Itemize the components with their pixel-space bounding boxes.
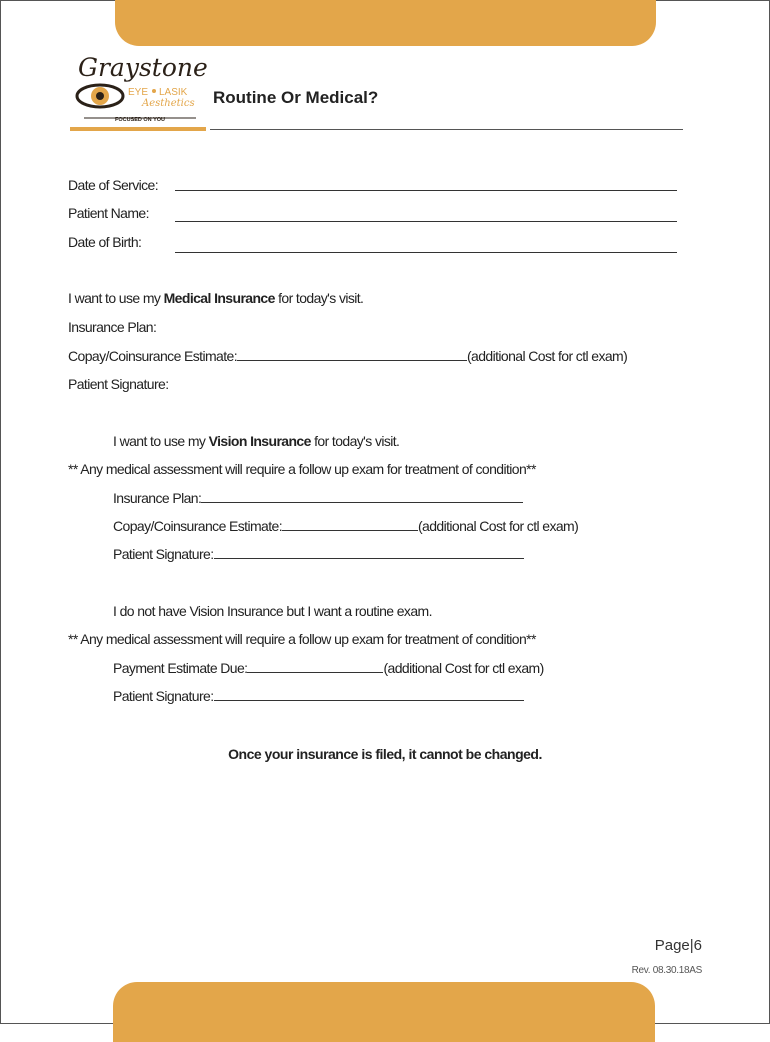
date-of-service-label: Date of Service: [68,177,158,193]
medical-plan-label: Insurance Plan: [68,319,157,335]
logo-name: Graystone [78,53,208,82]
routine-signature-row: Patient Signature: [113,688,524,704]
footer-tab [113,982,655,1042]
graystone-logo [70,52,210,134]
medical-copay-row: Copay/Coinsurance Estimate: (additional Cost for ctl exam) [68,348,628,364]
vision-copay-field[interactable] [282,519,418,531]
vision-plan-row: Insurance Plan: [113,490,523,506]
insurance-filed-notice: Once your insurance is filed, it cannot be changed. [228,746,542,762]
patient-name-label: Patient Name: [68,205,149,221]
logo-lasik-text: LASIK [159,87,188,98]
logo-eye-text: EYE [128,87,149,98]
date-of-birth-label: Date of Birth: [68,234,142,250]
title-divider [210,129,683,130]
vision-signature-field[interactable] [214,547,524,559]
medical-intro: I want to use my Medical Insurance for today's visit. [68,290,364,306]
vision-followup-note: ** Any medical assessment will require a follow up exam for treatment of condition** [68,461,536,477]
vision-insurance-emphasis: Vision Insurance [208,433,311,449]
routine-intro: I do not have Vision Insurance but I want a routine exam. [113,603,432,619]
vision-signature-row: Patient Signature: [113,546,524,562]
routine-payment-field[interactable] [247,661,383,673]
page-number: Page|6 [654,937,702,954]
date-of-birth-field[interactable] [175,252,677,253]
logo-tagline: FOCUSED ON YOU [114,117,166,123]
medical-insurance-emphasis: Medical Insurance [163,290,275,306]
routine-signature-field[interactable] [214,689,524,701]
vision-intro: I want to use my Vision Insurance for today's visit. [113,433,400,449]
logo-aesthetics-text: Aesthetics [142,98,195,109]
vision-copay-row: Copay/Coinsurance Estimate: (additional Cost for ctl exam) [113,518,579,534]
patient-name-field[interactable] [175,221,677,222]
date-of-service-field[interactable] [175,190,677,191]
medical-signature-label: Patient Signature: [68,376,169,392]
medical-copay-field[interactable] [237,349,467,361]
revision-code: Rev. 08.30.18AS [631,965,702,976]
page-title: Routine Or Medical? [213,88,379,107]
vision-plan-field[interactable] [201,491,523,503]
header-tab [115,0,656,46]
routine-followup-note: ** Any medical assessment will require a follow up exam for treatment of condition** [68,631,536,647]
routine-payment-row: Payment Estimate Due: (additional Cost for ctl exam) [113,660,544,676]
